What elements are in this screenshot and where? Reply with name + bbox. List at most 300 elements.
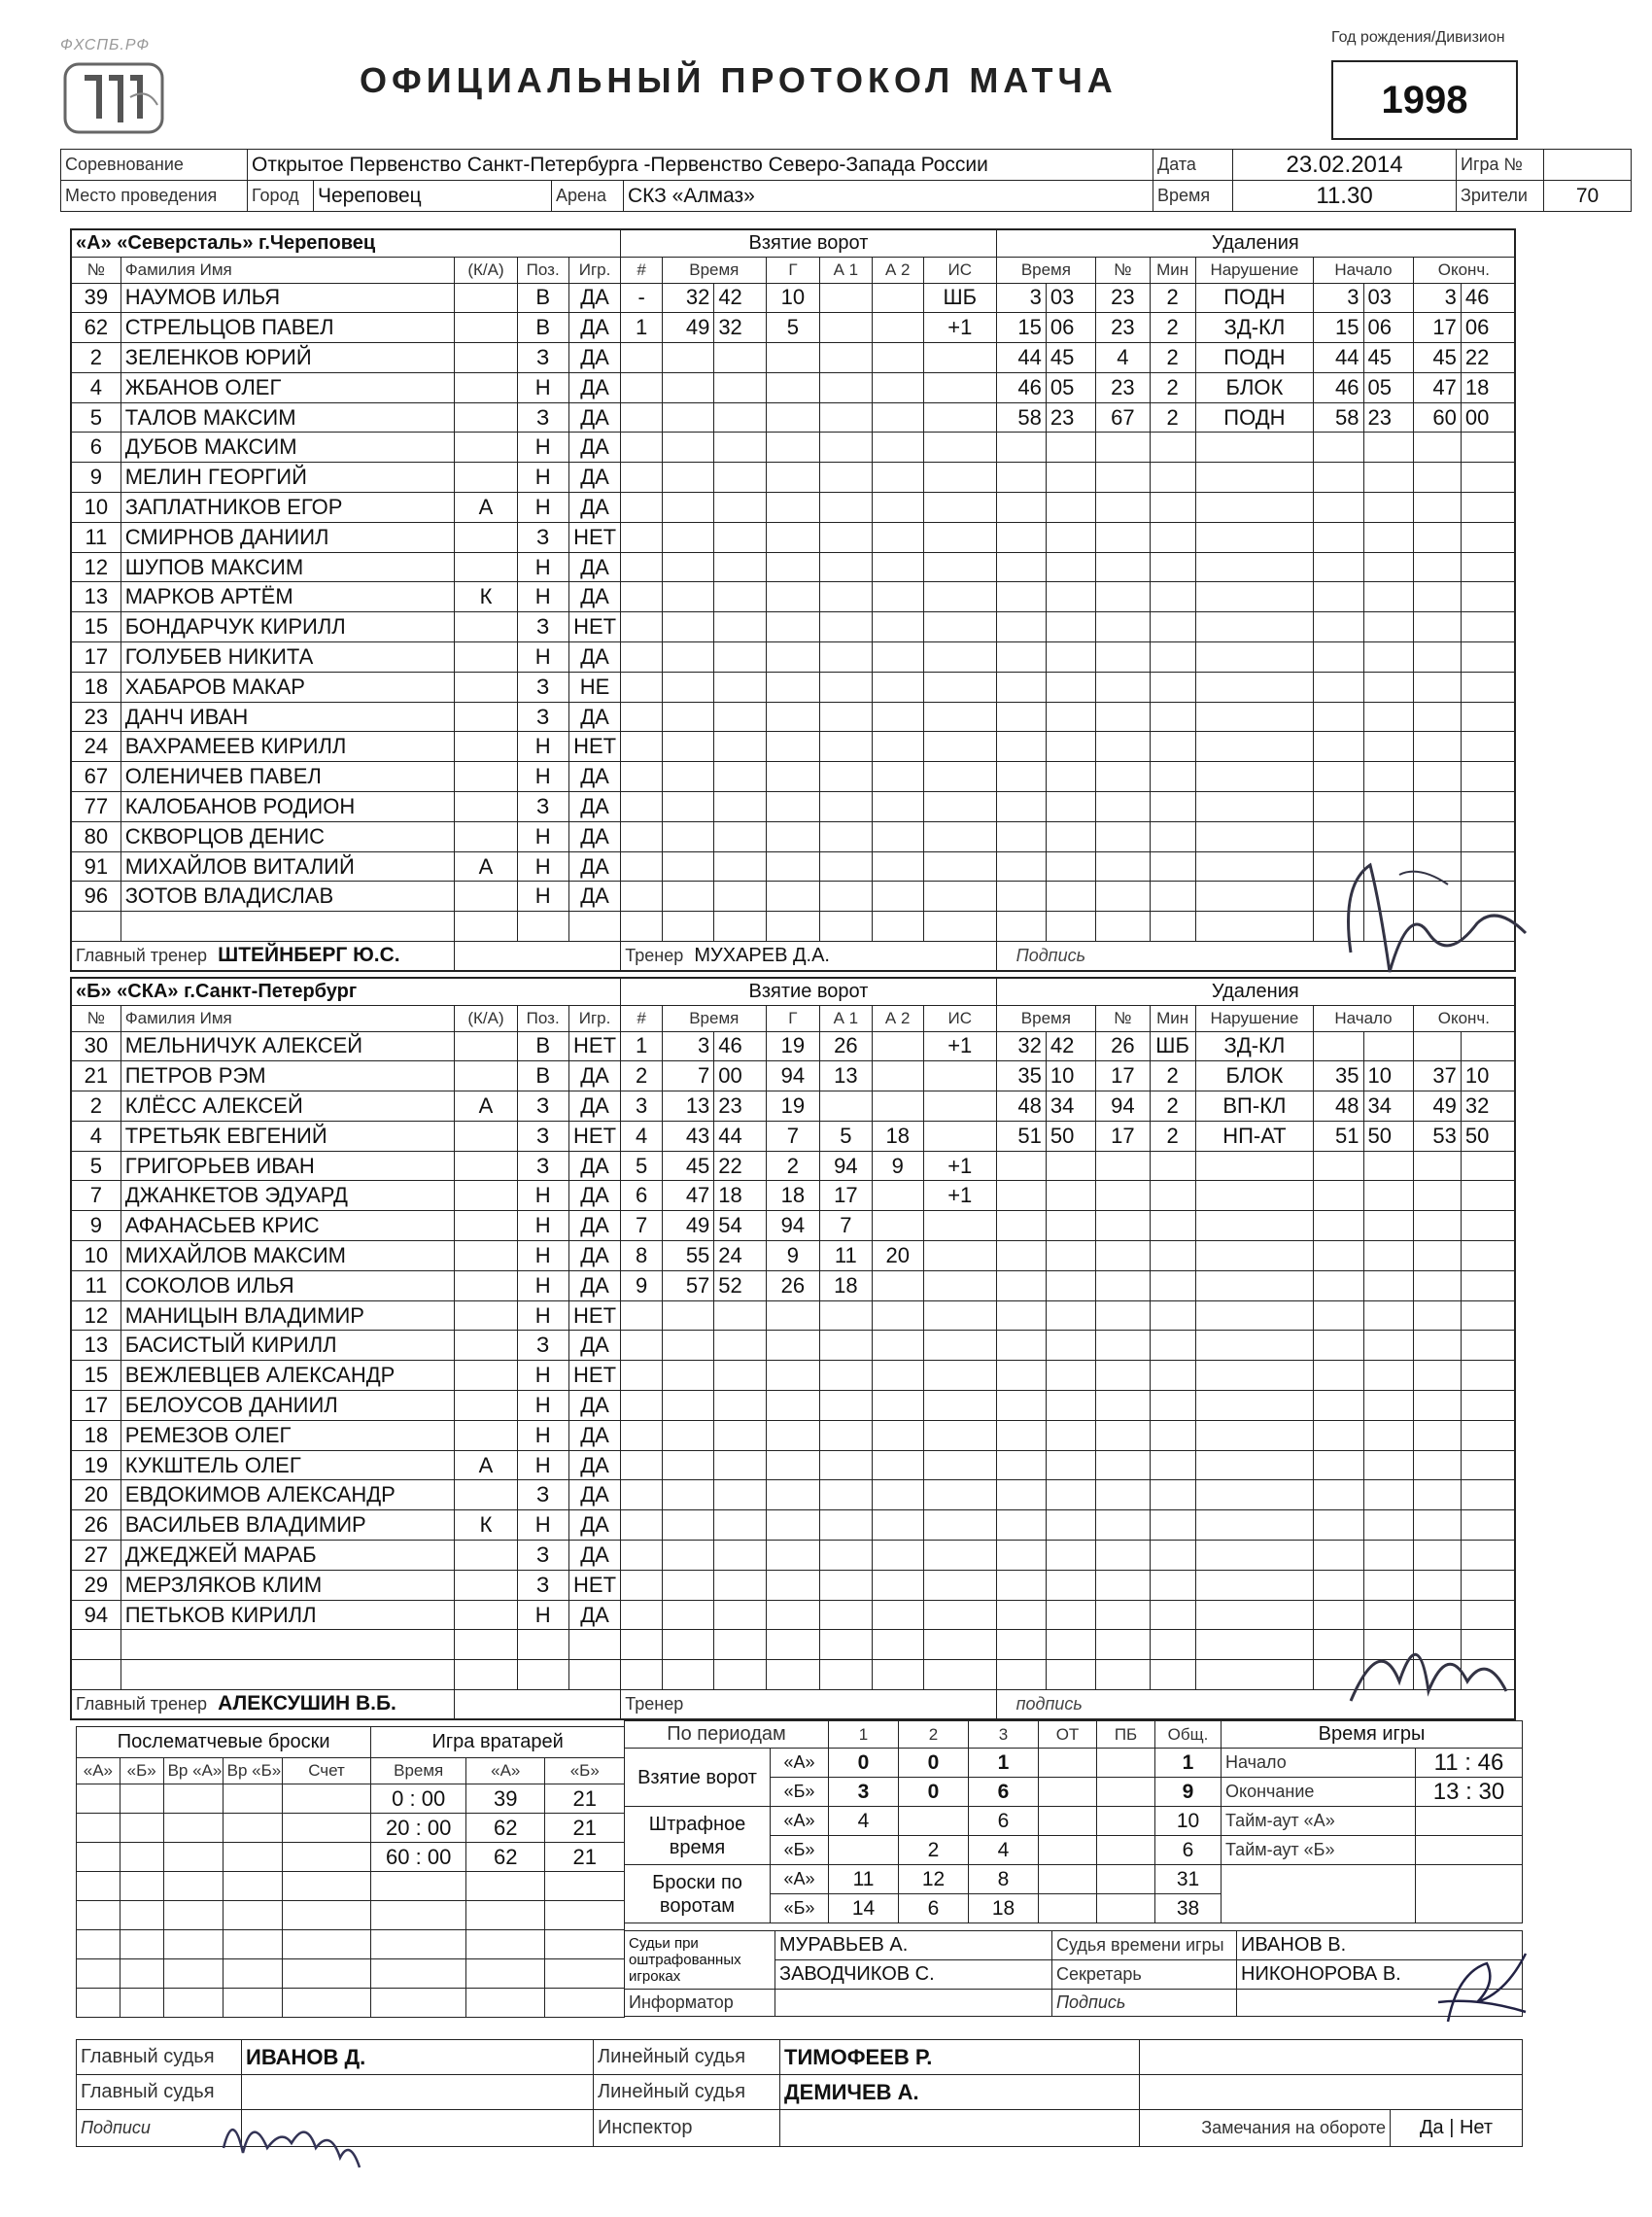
goal-assist-2 <box>872 1660 923 1690</box>
player-number: 29 <box>71 1570 120 1600</box>
pen-time-sec <box>1046 672 1095 702</box>
goal-time-min <box>662 912 713 942</box>
player-name: ГОЛУБЕВ НИКИТА <box>120 642 455 673</box>
player-position: Н <box>517 1270 568 1300</box>
player-position: Н <box>517 463 568 493</box>
pen-violation <box>1195 1420 1314 1450</box>
pen-end-sec <box>1461 1361 1515 1391</box>
team-name: «Б» «СКА» г.Санкт-Петербург <box>71 978 621 1005</box>
goal-time-sec <box>714 1331 766 1361</box>
pen-start-min <box>1314 1181 1363 1211</box>
goal-situation <box>923 612 996 642</box>
goal-assist-2 <box>872 732 923 762</box>
pen-time-sec <box>1046 1630 1095 1660</box>
player-position <box>517 912 568 942</box>
pen-start-sec <box>1363 1211 1413 1241</box>
player-captain-mark <box>455 1270 517 1300</box>
timeout-a-label: Тайм-аут «А» <box>1222 1807 1416 1836</box>
player-played: ДА <box>568 1600 620 1630</box>
pen-end-min: 37 <box>1413 1061 1461 1091</box>
goal-situation: +1 <box>923 313 996 343</box>
col-pen-end: Оконч. <box>1413 1005 1515 1031</box>
pen-violation <box>1195 1630 1314 1660</box>
goal-index <box>621 1630 663 1660</box>
city-label: Город <box>248 181 314 212</box>
pen-end-min <box>1413 1300 1461 1331</box>
pen-time-sec <box>1046 1361 1095 1391</box>
goal-index <box>621 1391 663 1421</box>
pen-time-sec <box>1046 1480 1095 1510</box>
player-played: ДА <box>568 851 620 882</box>
pen-time-sec <box>1046 463 1095 493</box>
goal-scorer <box>766 912 820 942</box>
player-position: Н <box>517 882 568 912</box>
period-shots-value: 12 <box>899 1865 969 1894</box>
period-goals-team: «Б» <box>771 1778 829 1807</box>
goal-time-min: 57 <box>662 1270 713 1300</box>
goal-index <box>621 882 663 912</box>
goal-assist-2 <box>872 1181 923 1211</box>
pen-start-sec: 34 <box>1363 1091 1413 1122</box>
pen-player <box>1096 1420 1151 1450</box>
player-captain-mark <box>455 1391 517 1421</box>
pen-start-sec <box>1363 612 1413 642</box>
periods-label: По периодам <box>625 1721 829 1749</box>
pen-player <box>1096 1450 1151 1480</box>
goal-index <box>621 433 663 463</box>
pen-player <box>1096 1480 1151 1510</box>
goal-assist-1: 94 <box>820 1151 872 1181</box>
player-name: ЗАПЛАТНИКОВ ЕГОР <box>120 493 455 523</box>
goal-assist-2 <box>872 582 923 612</box>
period-pim-value <box>1039 1807 1097 1836</box>
player-number: 5 <box>71 402 120 433</box>
goal-situation <box>923 1480 996 1510</box>
start-time: 11 : 46 <box>1416 1749 1523 1778</box>
goalie-b <box>545 1930 625 1959</box>
player-position: Н <box>517 762 568 792</box>
pen-violation <box>1195 552 1314 582</box>
pen-violation: БЛОК <box>1195 372 1314 402</box>
player-played: ДА <box>568 882 620 912</box>
pen-end-sec: 32 <box>1461 1091 1515 1122</box>
goal-index <box>621 1600 663 1630</box>
pen-start-sec <box>1363 762 1413 792</box>
game-value <box>1544 150 1632 181</box>
player-position: З <box>517 1570 568 1600</box>
goal-assist-1 <box>820 1331 872 1361</box>
pen-start-min <box>1314 642 1363 673</box>
goal-scorer <box>766 433 820 463</box>
goal-time-sec: 00 <box>714 1061 766 1091</box>
pen-violation <box>1195 463 1314 493</box>
pen-end-sec <box>1461 463 1515 493</box>
pen-end-sec <box>1461 702 1515 732</box>
player-number: 62 <box>71 313 120 343</box>
goal-assist-2 <box>872 1541 923 1571</box>
pen-end-min <box>1413 1031 1461 1061</box>
pen-start-min <box>1314 1031 1363 1061</box>
goal-scorer <box>766 343 820 373</box>
goal-time-sec <box>714 463 766 493</box>
player-played: ДА <box>568 433 620 463</box>
goal-situation <box>923 1450 996 1480</box>
player-number: 13 <box>71 1331 120 1361</box>
pen-start-min <box>1314 792 1363 822</box>
player-captain-mark <box>455 522 517 552</box>
pen-minutes: 2 <box>1150 343 1195 373</box>
player-captain-mark <box>455 1331 517 1361</box>
pen-player: 23 <box>1096 283 1151 313</box>
player-played <box>568 912 620 942</box>
goal-index <box>621 1450 663 1480</box>
goal-assist-1 <box>820 1541 872 1571</box>
pen-player <box>1096 1151 1151 1181</box>
period-goals-value: 0 <box>829 1749 899 1778</box>
pen-time-sec: 45 <box>1046 343 1095 373</box>
goal-time-min <box>662 402 713 433</box>
goal-time-min <box>662 702 713 732</box>
pen-end-sec <box>1461 1300 1515 1331</box>
pen-end-sec <box>1461 1510 1515 1541</box>
player-name: МИХАЙЛОВ МАКСИМ <box>120 1241 455 1271</box>
goalie-b <box>545 1872 625 1901</box>
pen-player <box>1096 552 1151 582</box>
pen-start-min: 44 <box>1314 343 1363 373</box>
pen-time-sec <box>1046 1211 1095 1241</box>
goal-index: 1 <box>621 1031 663 1061</box>
pen-start-sec: 06 <box>1363 313 1413 343</box>
goal-assist-2 <box>872 912 923 942</box>
main-ref-label-2: Главный судья <box>77 2075 242 2110</box>
goal-index: 9 <box>621 1270 663 1300</box>
goal-scorer <box>766 1331 820 1361</box>
goal-time-min <box>662 642 713 673</box>
pen-start-min <box>1314 1361 1363 1391</box>
goal-time-sec: 18 <box>714 1181 766 1211</box>
pen-start-min: 48 <box>1314 1091 1363 1122</box>
pen-end-sec <box>1461 642 1515 673</box>
goal-assist-1 <box>820 1660 872 1690</box>
col-assist2: А 2 <box>872 1005 923 1031</box>
player-captain-mark <box>455 1211 517 1241</box>
goal-time-sec <box>714 372 766 402</box>
pen-start-sec <box>1363 1420 1413 1450</box>
goal-assist-2 <box>872 493 923 523</box>
goal-scorer: 2 <box>766 1151 820 1181</box>
pen-time-min <box>996 1480 1046 1510</box>
player-position <box>517 1660 568 1690</box>
pen-violation <box>1195 821 1314 851</box>
pen-violation <box>1195 1151 1314 1181</box>
player-row <box>71 732 1515 762</box>
goalie-a: 62 <box>466 1814 545 1843</box>
period-goals-value: 1 <box>969 1749 1039 1778</box>
player-played: ДА <box>568 1241 620 1271</box>
pen-minutes <box>1150 552 1195 582</box>
pen-time-min <box>996 1541 1046 1571</box>
player-number: 15 <box>71 1361 120 1391</box>
player-position: В <box>517 283 568 313</box>
player-name: ПЕТЬКОВ КИРИЛЛ <box>120 1600 455 1630</box>
col-goal-situation: ИС <box>923 1005 996 1031</box>
goal-assist-1 <box>820 1450 872 1480</box>
goal-time-sec <box>714 612 766 642</box>
pen-end-sec <box>1461 1151 1515 1181</box>
pen-start-sec <box>1363 1181 1413 1211</box>
coach: Тренер <box>621 1690 996 1719</box>
period-goals-value: 9 <box>1155 1778 1222 1807</box>
goal-situation: +1 <box>923 1031 996 1061</box>
pen-start-sec <box>1363 1241 1413 1271</box>
player-name: МЕЛЬНИЧУК АЛЕКСЕЙ <box>120 1031 455 1061</box>
pen-violation: БЛОК <box>1195 1061 1314 1091</box>
team-table <box>70 228 1516 972</box>
pen-time-min <box>996 1391 1046 1421</box>
goal-assist-2 <box>872 552 923 582</box>
period-shots-value: 6 <box>899 1894 969 1923</box>
goal-time-min: 49 <box>662 1211 713 1241</box>
player-captain-mark <box>455 1031 517 1061</box>
pen-minutes <box>1150 792 1195 822</box>
team-b-signature-icon <box>1341 1613 1535 1720</box>
goal-scorer <box>766 493 820 523</box>
pen-end-sec <box>1461 1181 1515 1211</box>
goal-assist-2 <box>872 1480 923 1510</box>
pen-minutes: 2 <box>1150 1091 1195 1122</box>
pen-time-min <box>996 1420 1046 1450</box>
goal-situation <box>923 762 996 792</box>
pen-player <box>1096 672 1151 702</box>
goal-scorer: 7 <box>766 1121 820 1151</box>
player-name: КУКШТЕЛЬ ОЛЕГ <box>120 1450 455 1480</box>
player-captain-mark <box>455 1151 517 1181</box>
player-row <box>71 851 1515 882</box>
pen-time-sec: 03 <box>1046 283 1095 313</box>
player-number: 9 <box>71 463 120 493</box>
pen-violation: ЗД-КЛ <box>1195 1031 1314 1061</box>
player-name: СКВОРЦОВ ДЕНИС <box>120 821 455 851</box>
player-played: НЕТ <box>568 732 620 762</box>
pen-start-min <box>1314 702 1363 732</box>
goal-situation <box>923 1420 996 1450</box>
player-position: З <box>517 1151 568 1181</box>
player-row <box>71 493 1515 523</box>
pen-player <box>1096 821 1151 851</box>
goal-assist-2 <box>872 1270 923 1300</box>
match-info-table <box>60 149 1632 212</box>
goalie-time: 20 : 00 <box>371 1814 466 1843</box>
goal-time-sec: 44 <box>714 1121 766 1151</box>
pen-violation: ПОДН <box>1195 343 1314 373</box>
goal-assist-2 <box>872 1211 923 1241</box>
goal-situation <box>923 1660 996 1690</box>
goal-index <box>621 1331 663 1361</box>
pen-time-sec: 05 <box>1046 372 1095 402</box>
pen-start-sec: 03 <box>1363 283 1413 313</box>
goal-scorer: 94 <box>766 1061 820 1091</box>
goalies-col: «А» <box>466 1758 545 1784</box>
pen-violation <box>1195 1300 1314 1331</box>
goalie-b <box>545 1989 625 2018</box>
pen-violation <box>1195 1541 1314 1571</box>
pen-end-min <box>1413 1510 1461 1541</box>
player-played: НЕТ <box>568 522 620 552</box>
goal-situation <box>923 343 996 373</box>
goal-situation <box>923 402 996 433</box>
goal-time-sec: 52 <box>714 1270 766 1300</box>
remarks-options: Да | Нет <box>1391 2110 1523 2147</box>
goal-time-sec <box>714 402 766 433</box>
goal-scorer: 26 <box>766 1270 820 1300</box>
pen-time-sec <box>1046 1331 1095 1361</box>
player-played: ДА <box>568 1061 620 1091</box>
pen-end-min <box>1413 762 1461 792</box>
goal-time-min: 32 <box>662 283 713 313</box>
goal-assist-2: 18 <box>872 1121 923 1151</box>
penalties-label: Удаления <box>996 978 1515 1005</box>
pen-start-min <box>1314 463 1363 493</box>
player-captain-mark <box>455 882 517 912</box>
spectators-label: Зрители <box>1457 181 1544 212</box>
shootout-label: Послематчевые броски <box>77 1727 371 1758</box>
player-captain-mark <box>455 672 517 702</box>
player-row <box>71 612 1515 642</box>
goals-label: Взятие ворот <box>621 978 996 1005</box>
pen-end-min: 3 <box>1413 283 1461 313</box>
goalies-label: Игра вратарей <box>371 1727 625 1758</box>
pen-time-min <box>996 1361 1046 1391</box>
competition-label: Соревнование <box>61 150 248 181</box>
game-label: Игра № <box>1457 150 1544 181</box>
pen-minutes <box>1150 882 1195 912</box>
goal-assist-2 <box>872 1331 923 1361</box>
player-played: НЕТ <box>568 612 620 642</box>
pen-player: 17 <box>1096 1121 1151 1151</box>
pen-violation <box>1195 1600 1314 1630</box>
goal-assist-1 <box>820 463 872 493</box>
pen-time-sec: 50 <box>1046 1121 1095 1151</box>
goal-time-min <box>662 343 713 373</box>
goal-time-sec: 23 <box>714 1091 766 1122</box>
pen-start-min: 51 <box>1314 1121 1363 1151</box>
head-coach: Главный тренер АЛЕКСУШИН В.Б. <box>71 1690 455 1719</box>
goal-scorer <box>766 1600 820 1630</box>
player-played: ДА <box>568 1450 620 1480</box>
goal-time-sec <box>714 732 766 762</box>
pen-minutes <box>1150 1600 1195 1630</box>
goal-scorer <box>766 612 820 642</box>
goal-assist-1 <box>820 1091 872 1122</box>
goal-assist-1 <box>820 493 872 523</box>
goal-time-min <box>662 612 713 642</box>
end-label: Окончание <box>1222 1778 1416 1807</box>
pen-time-min <box>996 821 1046 851</box>
pen-time-min <box>996 642 1046 673</box>
player-name <box>120 912 455 942</box>
pen-end-sec <box>1461 732 1515 762</box>
goal-assist-1 <box>820 402 872 433</box>
pen-end-min <box>1413 612 1461 642</box>
pen-start-min <box>1314 612 1363 642</box>
pen-start-sec <box>1363 433 1413 463</box>
pen-minutes <box>1150 912 1195 942</box>
player-position: Н <box>517 1181 568 1211</box>
player-number: 10 <box>71 493 120 523</box>
goal-situation <box>923 1391 996 1421</box>
player-captain-mark <box>455 1570 517 1600</box>
player-captain-mark <box>455 642 517 673</box>
period-goals-value <box>1097 1749 1155 1778</box>
pen-minutes <box>1150 463 1195 493</box>
goal-index <box>621 792 663 822</box>
pen-start-min: 46 <box>1314 372 1363 402</box>
player-captain-mark <box>455 1061 517 1091</box>
player-played: ДА <box>568 1391 620 1421</box>
player-row <box>71 882 1515 912</box>
pen-start-min: 35 <box>1314 1061 1363 1091</box>
player-name: ГРИГОРЬЕВ ИВАН <box>120 1151 455 1181</box>
pen-start-sec <box>1363 1270 1413 1300</box>
player-position: Н <box>517 433 568 463</box>
goal-scorer <box>766 582 820 612</box>
pen-time-sec <box>1046 851 1095 882</box>
player-played: ДА <box>568 552 620 582</box>
period-shots-team: «Б» <box>771 1894 829 1923</box>
goal-time-min: 55 <box>662 1241 713 1271</box>
timekeeper-label: Судья времени игры <box>1052 1931 1237 1960</box>
pen-violation <box>1195 1660 1314 1690</box>
goal-situation <box>923 732 996 762</box>
goal-situation <box>923 1331 996 1361</box>
goal-index <box>621 522 663 552</box>
pen-time-sec: 23 <box>1046 402 1095 433</box>
period-shots-value: 18 <box>969 1894 1039 1923</box>
goal-assist-2 <box>872 821 923 851</box>
pen-time-sec <box>1046 642 1095 673</box>
pen-violation <box>1195 612 1314 642</box>
player-captain-mark <box>455 792 517 822</box>
pen-start-min <box>1314 1570 1363 1600</box>
player-number: 67 <box>71 762 120 792</box>
pen-minutes <box>1150 1241 1195 1271</box>
col-pen-end: Оконч. <box>1413 257 1515 283</box>
pen-start-sec <box>1363 493 1413 523</box>
player-row <box>71 343 1515 373</box>
col-pen-time: Время <box>996 257 1095 283</box>
col-assist2: А 2 <box>872 257 923 283</box>
player-name: ТРЕТЬЯК ЕВГЕНИЙ <box>120 1121 455 1151</box>
goal-time-sec <box>714 762 766 792</box>
player-number: 2 <box>71 1091 120 1122</box>
player-row <box>71 1331 1515 1361</box>
time-value: 11.30 <box>1233 181 1457 212</box>
goal-assist-1 <box>820 912 872 942</box>
goal-time-sec <box>714 882 766 912</box>
player-name: ЕВДОКИМОВ АЛЕКСАНДР <box>120 1480 455 1510</box>
pen-time-sec <box>1046 1600 1095 1630</box>
player-row <box>71 702 1515 732</box>
goal-time-min <box>662 1630 713 1660</box>
pen-end-sec <box>1461 1241 1515 1271</box>
player-position: Н <box>517 1241 568 1271</box>
goal-scorer <box>766 1510 820 1541</box>
pen-minutes <box>1150 762 1195 792</box>
pen-start-min <box>1314 1151 1363 1181</box>
pen-violation <box>1195 732 1314 762</box>
start-label: Начало <box>1222 1749 1416 1778</box>
pen-player <box>1096 702 1151 732</box>
